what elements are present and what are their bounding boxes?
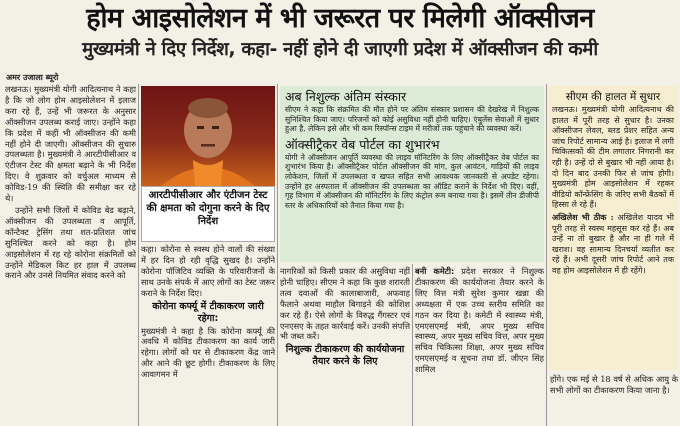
photo-caption: आरटीपीसीआर और एंटीजन टेस्ट की क्षमता को दोगुना करने के दिए निर्देश (141, 186, 275, 242)
col2-paragraph-1: कहा। कोरोना से स्वस्थ होने वालों की संख्या में हर दिन हो रही वृद्धि सुखद है। उन्होंने कोरोना पॉजिटिव व्यक्ति के परिवारीजनों के साथ उनके संपर्क में आए लोगों का टेस्ट जरूर कराने के निर्देश दिए। (141, 244, 275, 298)
yellow-box-subtext: अखिलेश यादव भी पूरी तरह से स्वस्थ महसूस कर रहे हैं। अब उन्हें ना तो बुखार है और ना ही गले में खराश। वह सामान्य दिनचर्या व्यतीत कर रहे हैं। अभी दूसरी जांच रिपोर्ट आने तक वह होम आइसोलेशन में ही रहेंगे। (552, 212, 674, 275)
byline: अमर उजाला ब्यूरो (6, 73, 59, 82)
yellow-box-text: लखनऊ। मुख्यमंत्री योगी आदित्यनाथ की हालत में पूरी तरह से सुधार है। उनका ऑक्सीजन लेवल, ब्लड प्रेशर सहित अन्य जांच रिपोर्ट सामान्य आई है। इलाज में लगी चिकित्सकों की टीम लगातार निगरानी कर रही है। उन्हें दो से बुखार भी नहीं आया है। दो दिन बाद उनकी फिर से जांच होगी। मुख्यमंत्री होम आइसोलेशन में रहकर वीडियो कॉन्फ्रेंसिंग के जरिए सभी बैठकों में हिस्सा ले रहे हैं। (552, 105, 674, 210)
column-divider (277, 84, 278, 426)
col1-paragraph-2: उन्होंने सभी जिलों में कोविड बेड बढ़ाने, ऑक्सीजन की उपलब्धता व आपूर्ति, कॉन्टैक्ट ट्रेसिंग तथा शत-प्रतिशत जांच सुनिश्चित करने को कहा है। होम आइसोलेशन में रह रहे कोरोना संक्रमितों को उन्होंने मेडिकल किट हर हाल में उपलब्ध कराने और उनसे नियमित संवाद करने को (5, 204, 136, 281)
green-box-text-2: योगी ने ऑक्सीजन आपूर्ति व्यवस्था की लाइव मॉनिटरिंग के लिए ऑक्सीट्रैकर वेब पोर्टल का शुभारंभ किया है। ऑक्सीट्रैकर पोर्टल ऑक्सीजन की मांग, कुल आवंटन, गाड़ियों की लाइव लोकेशन, जिलों में उपलब्धता व खपत सहित सभी आवश्यक जानकारी से अपडेट रहेगा। उन्होंने हर अस्पताल में ऑक्सीजन की उपलब्धता का ऑडिट कराने के निर्देश भी दिए। वहीं, गृह विभाग में ऑक्सीजन की मॉनिटरिंग के लिए कंट्रोल रूम बनाया गया है। इसमें तीन डीजीपी स्तर के अधिकारियों को तैनात किया गया है। (285, 152, 539, 210)
headline: होम आइसोलेशन में भी जरूरत पर मिलेगी ऑक्सीजन (86, 3, 594, 34)
subheadline: मुख्यमंत्री ने दिए निर्देश, कहा- नहीं होने दी जाएगी प्रदेश में ऑक्सीजन की कमी (82, 39, 598, 60)
col3-paragraph: नागरिकों को किसी प्रकार की असुविधा नहीं होनी चाहिए। सीएम ने कहा कि कुछ शरारती तत्व दवाओं की कालाबाजारी, अफवाह फैलाने अथवा माहौल बिगाड़ने की कोशिश कर रहे हैं। ऐसे लोगों के विरुद्ध गैंगस्टर एवं एनएसए के तहत कार्रवाई करें। उनकी संपत्ति भी जब्त करें। (280, 266, 410, 342)
column-divider (138, 84, 139, 426)
article-column-1 (5, 84, 136, 426)
col2-subhead: कोरोना कर्फ्यू में टीकाकरण जारी रहेगा: (152, 300, 264, 324)
column-divider (546, 84, 547, 426)
col3-subhead: निशुल्क टीकाकरण की कार्ययोजना तैयार करने के लिए (285, 344, 405, 368)
article-column-2 (141, 244, 275, 426)
col2-subtext: मुख्यमंत्री ने कहा है कि कोरोना कर्फ्यू की अवधि में कोविड टीकाकरण का कार्य जारी रहेगा। लोगों को घर से टीकाकरण केंद्र जाने और आने की छूट होगी। टीकाकरण के लिए आवागमन में (141, 325, 275, 380)
col4-lead: बनी कमेटी: (415, 266, 455, 276)
info-box-green (280, 86, 544, 262)
green-box-title-1: अब निशुल्क अंतिम संस्कार (285, 89, 407, 104)
col1-paragraph-1: लखनऊ। मुख्यमंत्री योगी आदित्यनाथ ने कहा है कि जो लोग होम आइसोलेशन में इलाज करा रहे हैं, उन्हें भी जरूरत के अनुसार ऑक्सीजन उपलब्ध कराई जाए। उन्होंने कहा कि प्रदेश में कहीं भी ऑक्सीजन की कमी नहीं होने दी जाएगी। ऑक्सीजन की सुचारु उपलब्धता है। मुख्यमंत्री ने आरटीपीसीआर व एंटीजन टेस्ट की क्षमता बढ़ाने के भी निर्देश दिए। वे शुक्रवार को वर्चुअल माध्यम से कोविड-19 की स्थिति की समीक्षा कर रहे थे। (5, 84, 136, 204)
yellow-box-subhead: अखिलेश भी ठीक : (552, 211, 614, 222)
column-divider (412, 264, 413, 426)
info-box-yellow (548, 86, 678, 370)
article-column-3 (280, 266, 410, 426)
col5-paragraph: होंगे। एक मई से 18 वर्ष से अधिक आयु के सभी लोगों का टीकाकरण किया जाना है। (550, 374, 678, 395)
green-box-text-1: सीएम ने कहा कि संक्रमित की मौत होने पर अंतिम संस्कार प्रशासन की देखरेख में निशुल्क सुनिश्चित किया जाए। परिजनों को कोई असुविधा नहीं होनी चाहिए। एंबुलेंस सेवाओं में सुधार हुआ है, लेकिन इसे और भी कम रिस्पॉन्स टाइम में मरीजों तक पहुंचाने की व्यवस्था करें। (285, 105, 539, 134)
green-box-title-2: ऑक्सीट्रैकर वेब पोर्टल का शुभारंभ (285, 136, 440, 152)
portrait-illustration (141, 86, 275, 186)
yellow-box-title: सीएम की हालत में सुधार (565, 91, 661, 103)
cm-photo (141, 86, 275, 186)
article-column-5 (550, 374, 678, 426)
col4-paragraph: प्रदेश सरकार ने निशुल्क टीकाकरण की कार्ययोजना तैयार करने के लिए वित्त मंत्री सुरेश कुमार खन्ना की अध्यक्षता में एक उच्च स्तरीय समिति का गठन कर दिया है। कमेटी में स्वास्थ्य मंत्री, एमएसएमई मंत्री, अपर मुख्य सचिव स्वास्थ्य, अपर मुख्य सचिव वित्त, अपर मुख्य सचिव चिकित्सा शिक्षा, अपर मुख्य सचिव एमएसएमई व सूचना तथा डॉ. जीएन सिंह शामिल (415, 266, 544, 375)
article-column-4 (415, 266, 544, 426)
